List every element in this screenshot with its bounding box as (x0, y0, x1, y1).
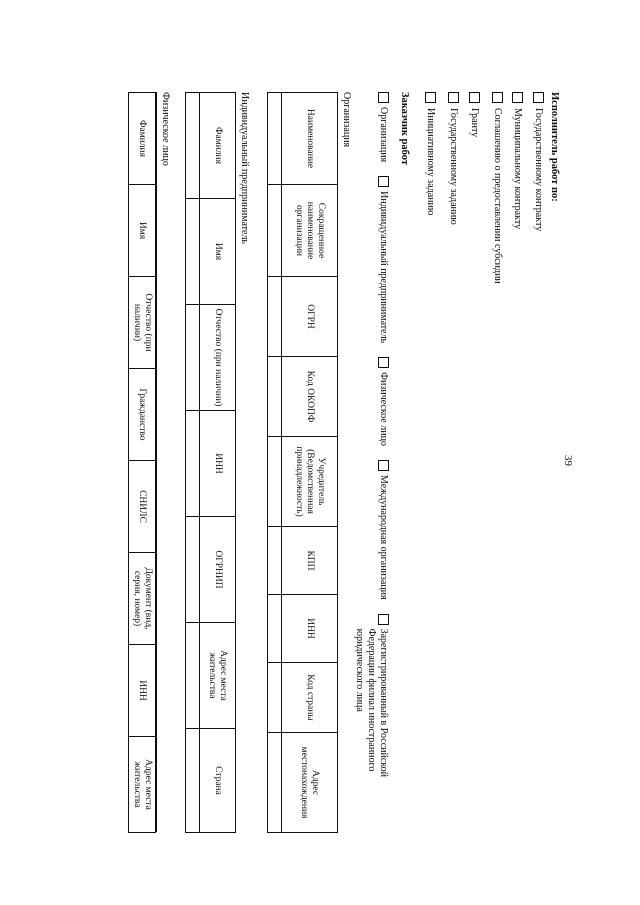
checkbox[interactable] (378, 614, 389, 625)
checkbox[interactable] (378, 92, 389, 103)
organization-table (267, 92, 338, 833)
header-cell: Имя (129, 185, 156, 277)
organization-title: Организация (341, 92, 352, 148)
customer-option-international[interactable]: Международная организация (378, 460, 389, 600)
table-row (268, 93, 282, 833)
checkbox[interactable] (469, 92, 480, 103)
checkbox[interactable] (425, 92, 436, 103)
header-cell: Код страны (282, 663, 338, 733)
customer-option-foreign-branch[interactable]: Зарегистрированный в Российской Федерации филиал иностранного юридического лица (353, 614, 389, 794)
table-cell[interactable] (268, 277, 282, 357)
customer-title: Заказчик работ (399, 92, 410, 166)
header-cell: ИНН (129, 645, 156, 737)
header-cell: Фамилия (200, 93, 236, 199)
checkbox[interactable] (378, 176, 389, 187)
table-cell[interactable] (268, 733, 282, 833)
entrepreneur-table (185, 92, 236, 833)
table-cell[interactable] (268, 527, 282, 595)
customer-option-person[interactable]: Физическое лицо (378, 357, 389, 446)
checkbox[interactable] (512, 92, 523, 103)
header-cell: Учредитель (Ведомственная принадлежность) (282, 437, 338, 527)
header-cell: КПП (282, 527, 338, 595)
table-cell[interactable] (186, 199, 200, 305)
table-cell[interactable] (186, 517, 200, 623)
entrepreneur-title: Индивидуальный предприниматель (239, 92, 250, 244)
checkbox[interactable] (378, 357, 389, 368)
checkbox[interactable] (378, 460, 389, 471)
table-cell[interactable] (186, 411, 200, 517)
executor-option-initiative-task[interactable]: Инициативному заданию (425, 92, 436, 215)
table-cell[interactable] (186, 623, 200, 729)
header-cell: Отчество (при наличии) (129, 277, 156, 369)
customer-option-organization[interactable]: Организация (378, 92, 389, 162)
header-cell: Адрес места жительства (200, 623, 236, 729)
header-cell: ОГРН (282, 277, 338, 357)
person-table-top-rule (156, 92, 157, 832)
header-cell: ИНН (282, 595, 338, 663)
table-header-row (200, 93, 236, 833)
table-cell[interactable] (268, 663, 282, 733)
table-header-row (129, 93, 156, 833)
table-cell[interactable] (186, 93, 200, 199)
executor-option-state-contract[interactable]: Государственному контракту (533, 92, 544, 231)
header-cell: Фамилия (129, 93, 156, 185)
checkbox[interactable] (492, 92, 503, 103)
header-cell: Наименование (282, 93, 338, 185)
table-cell[interactable] (268, 437, 282, 527)
checkbox[interactable] (448, 92, 459, 103)
table-header-row (282, 93, 338, 833)
executor-option-state-task[interactable]: Государственному заданию (448, 92, 459, 225)
header-cell: Код ОКОПФ (282, 357, 338, 437)
header-cell: ИНН (200, 411, 236, 517)
form-content (132, 92, 560, 832)
checkbox[interactable] (533, 92, 544, 103)
table-cell[interactable] (186, 305, 200, 411)
header-cell: Документ (вид, серия, номер) (129, 553, 156, 645)
table-cell[interactable] (268, 185, 282, 277)
header-cell: Имя (200, 199, 236, 305)
executor-option-municipal-contract[interactable]: Муниципальному контракту (512, 92, 523, 229)
executor-title: Исполнитель работ по: (549, 92, 560, 202)
header-cell: Адрес места жительства (129, 737, 156, 833)
executor-option-subsidy[interactable]: Соглашению о предоставлении субсидии (492, 92, 503, 284)
customer-option-entrepreneur[interactable]: Индивидуальный предприниматель (378, 176, 389, 343)
header-cell: ОГРНИП (200, 517, 236, 623)
table-cell[interactable] (268, 357, 282, 437)
table-cell[interactable] (268, 595, 282, 663)
person-title: Физическое лицо (160, 92, 171, 166)
table-row (186, 93, 200, 833)
customer-options (353, 92, 389, 808)
table-cell[interactable] (186, 729, 200, 833)
page-number: 39 (562, 455, 574, 466)
header-cell: Страна (200, 729, 236, 833)
person-table (128, 92, 156, 833)
header-cell: Отчество (при наличии) (200, 305, 236, 411)
header-cell: Адрес местонахождения (282, 733, 338, 833)
header-cell: Гражданство (129, 369, 156, 461)
header-cell: Сокращенное наименование организации (282, 185, 338, 277)
executor-option-grant[interactable]: Гранту (469, 92, 480, 137)
table-cell[interactable] (268, 93, 282, 185)
header-cell: СНИЛС (129, 461, 156, 553)
